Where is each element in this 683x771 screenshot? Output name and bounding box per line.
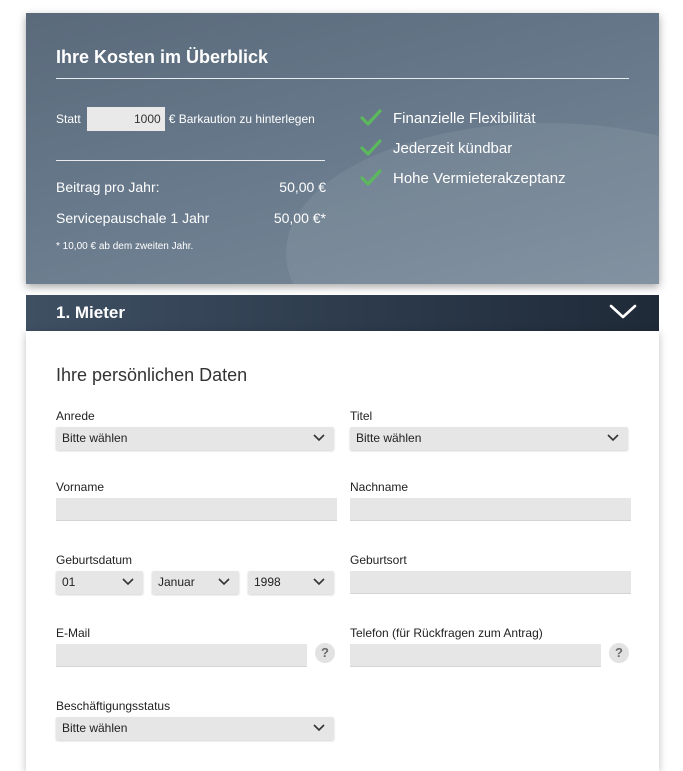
price-footnote: * 10,00 € ab dem zweiten Jahr. (56, 241, 194, 252)
anrede-label: Anrede (56, 409, 95, 423)
chevron-down-icon (313, 724, 325, 732)
chevron-down-icon (607, 434, 619, 442)
benefit-item (360, 103, 566, 133)
birth-year-value: 1998 (254, 575, 281, 589)
nachname-label: Nachname (350, 480, 409, 494)
titel-label: Titel (350, 409, 373, 423)
anrede-select[interactable] (56, 427, 334, 450)
anrede-value: Bitte wählen (62, 431, 128, 445)
chevron-down-icon (218, 578, 230, 586)
benefits-list (360, 103, 566, 193)
email-help-icon[interactable]: ? (315, 643, 335, 663)
price-row-service (56, 210, 326, 226)
divider (56, 160, 325, 161)
birth-month-select[interactable] (152, 571, 239, 594)
titel-select[interactable] (350, 427, 628, 450)
email-field[interactable] (56, 644, 307, 667)
nachname-field[interactable] (350, 498, 631, 521)
deposit-suffix: € Barkaution zu hinterlegen (168, 112, 315, 126)
deposit-amount-input[interactable]: 1000 (87, 107, 165, 131)
chevron-down-icon (313, 578, 325, 586)
price-label: Beitrag pro Jahr: (56, 179, 160, 195)
geburtsort-label: Geburtsort (350, 553, 407, 567)
chevron-down-icon (122, 578, 134, 586)
section-title: 1. Mieter (56, 303, 125, 322)
geburtsort-field[interactable] (350, 571, 631, 594)
cost-summary-panel (26, 13, 659, 284)
beschaeftigung-value: Bitte wählen (62, 721, 128, 735)
divider (56, 78, 629, 79)
cost-summary-title: Ihre Kosten im Überblick (56, 47, 269, 67)
beschaeftigung-select[interactable] (56, 717, 334, 740)
benefit-item (360, 133, 566, 163)
chevron-down-icon[interactable] (609, 304, 637, 320)
birth-day-value: 01 (62, 575, 76, 589)
price-value: 50,00 €* (273, 210, 326, 226)
geburtsdatum-label: Geburtsdatum (56, 553, 133, 567)
vorname-field[interactable] (56, 498, 337, 521)
personal-data-form (26, 331, 659, 771)
benefit-label: Finanzielle Flexibilität (393, 109, 536, 127)
benefit-item (360, 163, 566, 193)
email-label: E-Mail (56, 626, 91, 640)
titel-value: Bitte wählen (356, 431, 422, 445)
vorname-label: Vorname (56, 480, 105, 494)
check-icon (360, 108, 382, 128)
deposit-row (56, 107, 315, 131)
benefit-label: Hohe Vermieterakzeptanz (393, 169, 566, 187)
section-header-mieter[interactable] (26, 295, 659, 331)
beschaeftigung-label: Beschäftigungsstatus (56, 699, 171, 713)
price-label: Servicepauschale 1 Jahr (56, 210, 210, 226)
telefon-label: Telefon (für Rückfragen zum Antrag) (350, 626, 543, 640)
check-icon (360, 168, 382, 188)
birth-month-value: Januar (158, 575, 195, 589)
birth-year-select[interactable] (248, 571, 334, 594)
check-icon (360, 138, 382, 158)
birth-day-select[interactable] (56, 571, 143, 594)
telefon-field[interactable] (350, 644, 601, 667)
price-row-annual (56, 179, 326, 195)
telefon-help-icon[interactable]: ? (609, 643, 629, 663)
statt-label: Statt (56, 112, 81, 126)
price-value: 50,00 € (279, 179, 326, 195)
form-heading: Ihre persönlichen Daten (56, 365, 248, 385)
benefit-label: Jederzeit kündbar (393, 139, 513, 157)
chevron-down-icon (313, 434, 325, 442)
